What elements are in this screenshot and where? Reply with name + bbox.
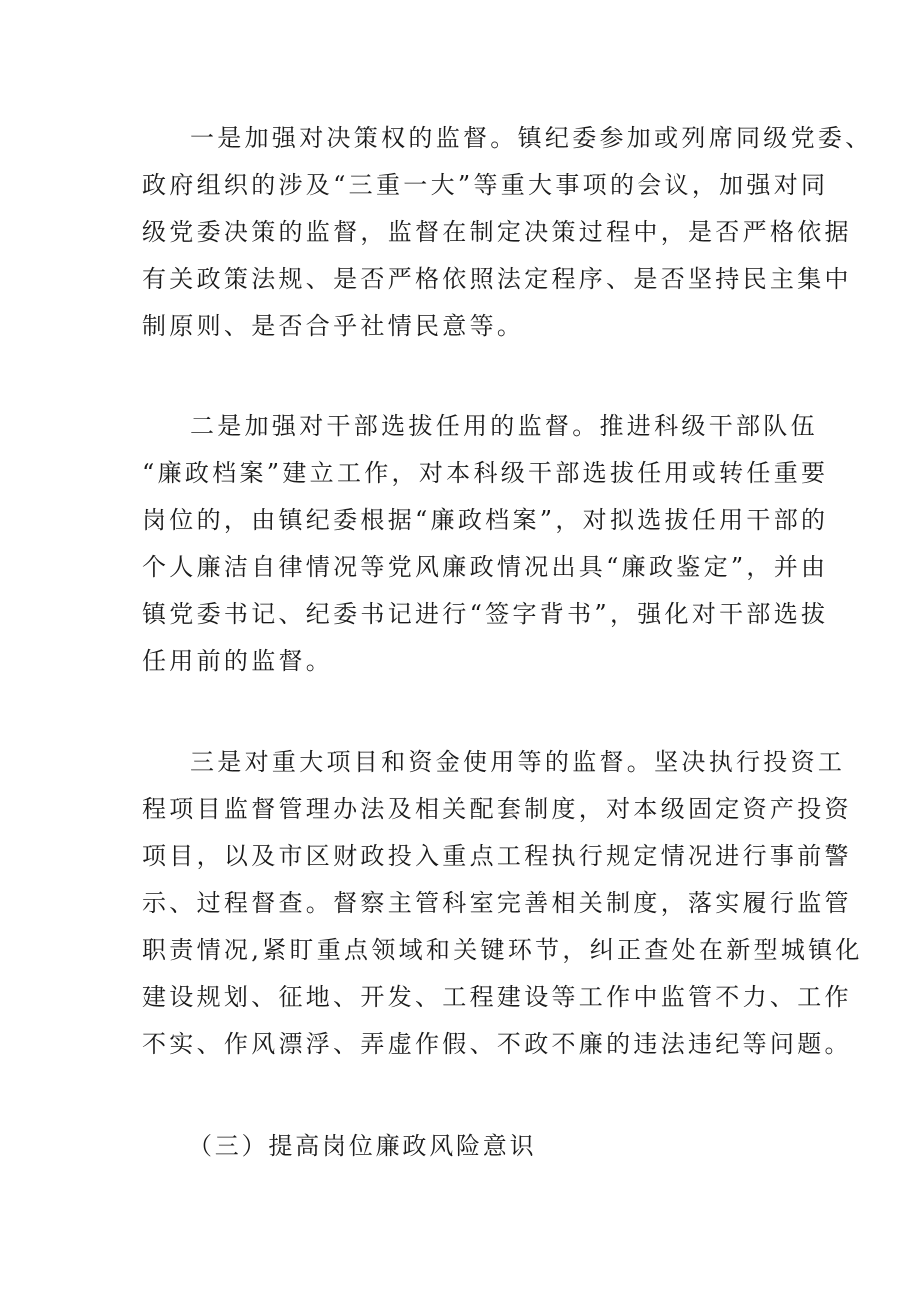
- paragraph-line: 任用前的监督。: [142, 647, 334, 675]
- paragraph-line: 项目，以及市区财政投入重点工程执行规定情况进行事前警: [142, 842, 852, 870]
- paragraph-line: 建设规划、征地、开发、工程建设等工作中监管不力、工作: [142, 983, 852, 1011]
- paragraph-line: 程项目监督管理办法及相关配套制度，对本级固定资产投资: [142, 795, 852, 823]
- paragraph-line: 个人廉洁自律情况等党风廉政情况出具“廉政鉴定”，并由: [142, 553, 829, 581]
- paragraph-line: 镇党委书记、纪委书记进行“签字背书”，强化对干部选拔: [142, 600, 829, 628]
- paragraph-line: 政府组织的涉及“三重一大”等重大事项的会议，加强对同: [142, 171, 829, 199]
- paragraph-line: 一是加强对决策权的监督。镇纪委参加或列席同级党委、: [190, 124, 873, 152]
- paragraph-line: 二是加强对干部选拔任用的监督。推进科级干部队伍: [190, 412, 818, 440]
- paragraph-line: 制原则、是否合乎社情民意等。: [142, 312, 525, 340]
- paragraph-line: 职责情况,紧盯重点领域和关键环节，纠正查处在新型城镇化: [142, 936, 863, 964]
- paragraph-line: 级党委决策的监督，监督在制定决策过程中，是否严格依据: [142, 218, 852, 246]
- paragraph-line: 不实、作风漂浮、弄虚作假、不政不廉的违法违纪等问题。: [142, 1030, 852, 1058]
- paragraph-line: 有关政策法规、是否严格依照法定程序、是否坚持民主集中: [142, 265, 852, 293]
- paragraph-line: 示、过程督查。督察主管科室完善相关制度，落实履行监管: [142, 889, 852, 917]
- paragraph-line: 三是对重大项目和资金使用等的监督。坚决执行投资工: [190, 748, 846, 776]
- section-heading: （三）提高岗位廉政风险意识: [188, 1132, 537, 1160]
- paragraph-line: “廉政档案”建立工作，对本科级干部选拔任用或转任重要: [142, 459, 829, 487]
- paragraph-line: 岗位的，由镇纪委根据“廉政档案”，对拟选拔任用干部的: [142, 506, 829, 534]
